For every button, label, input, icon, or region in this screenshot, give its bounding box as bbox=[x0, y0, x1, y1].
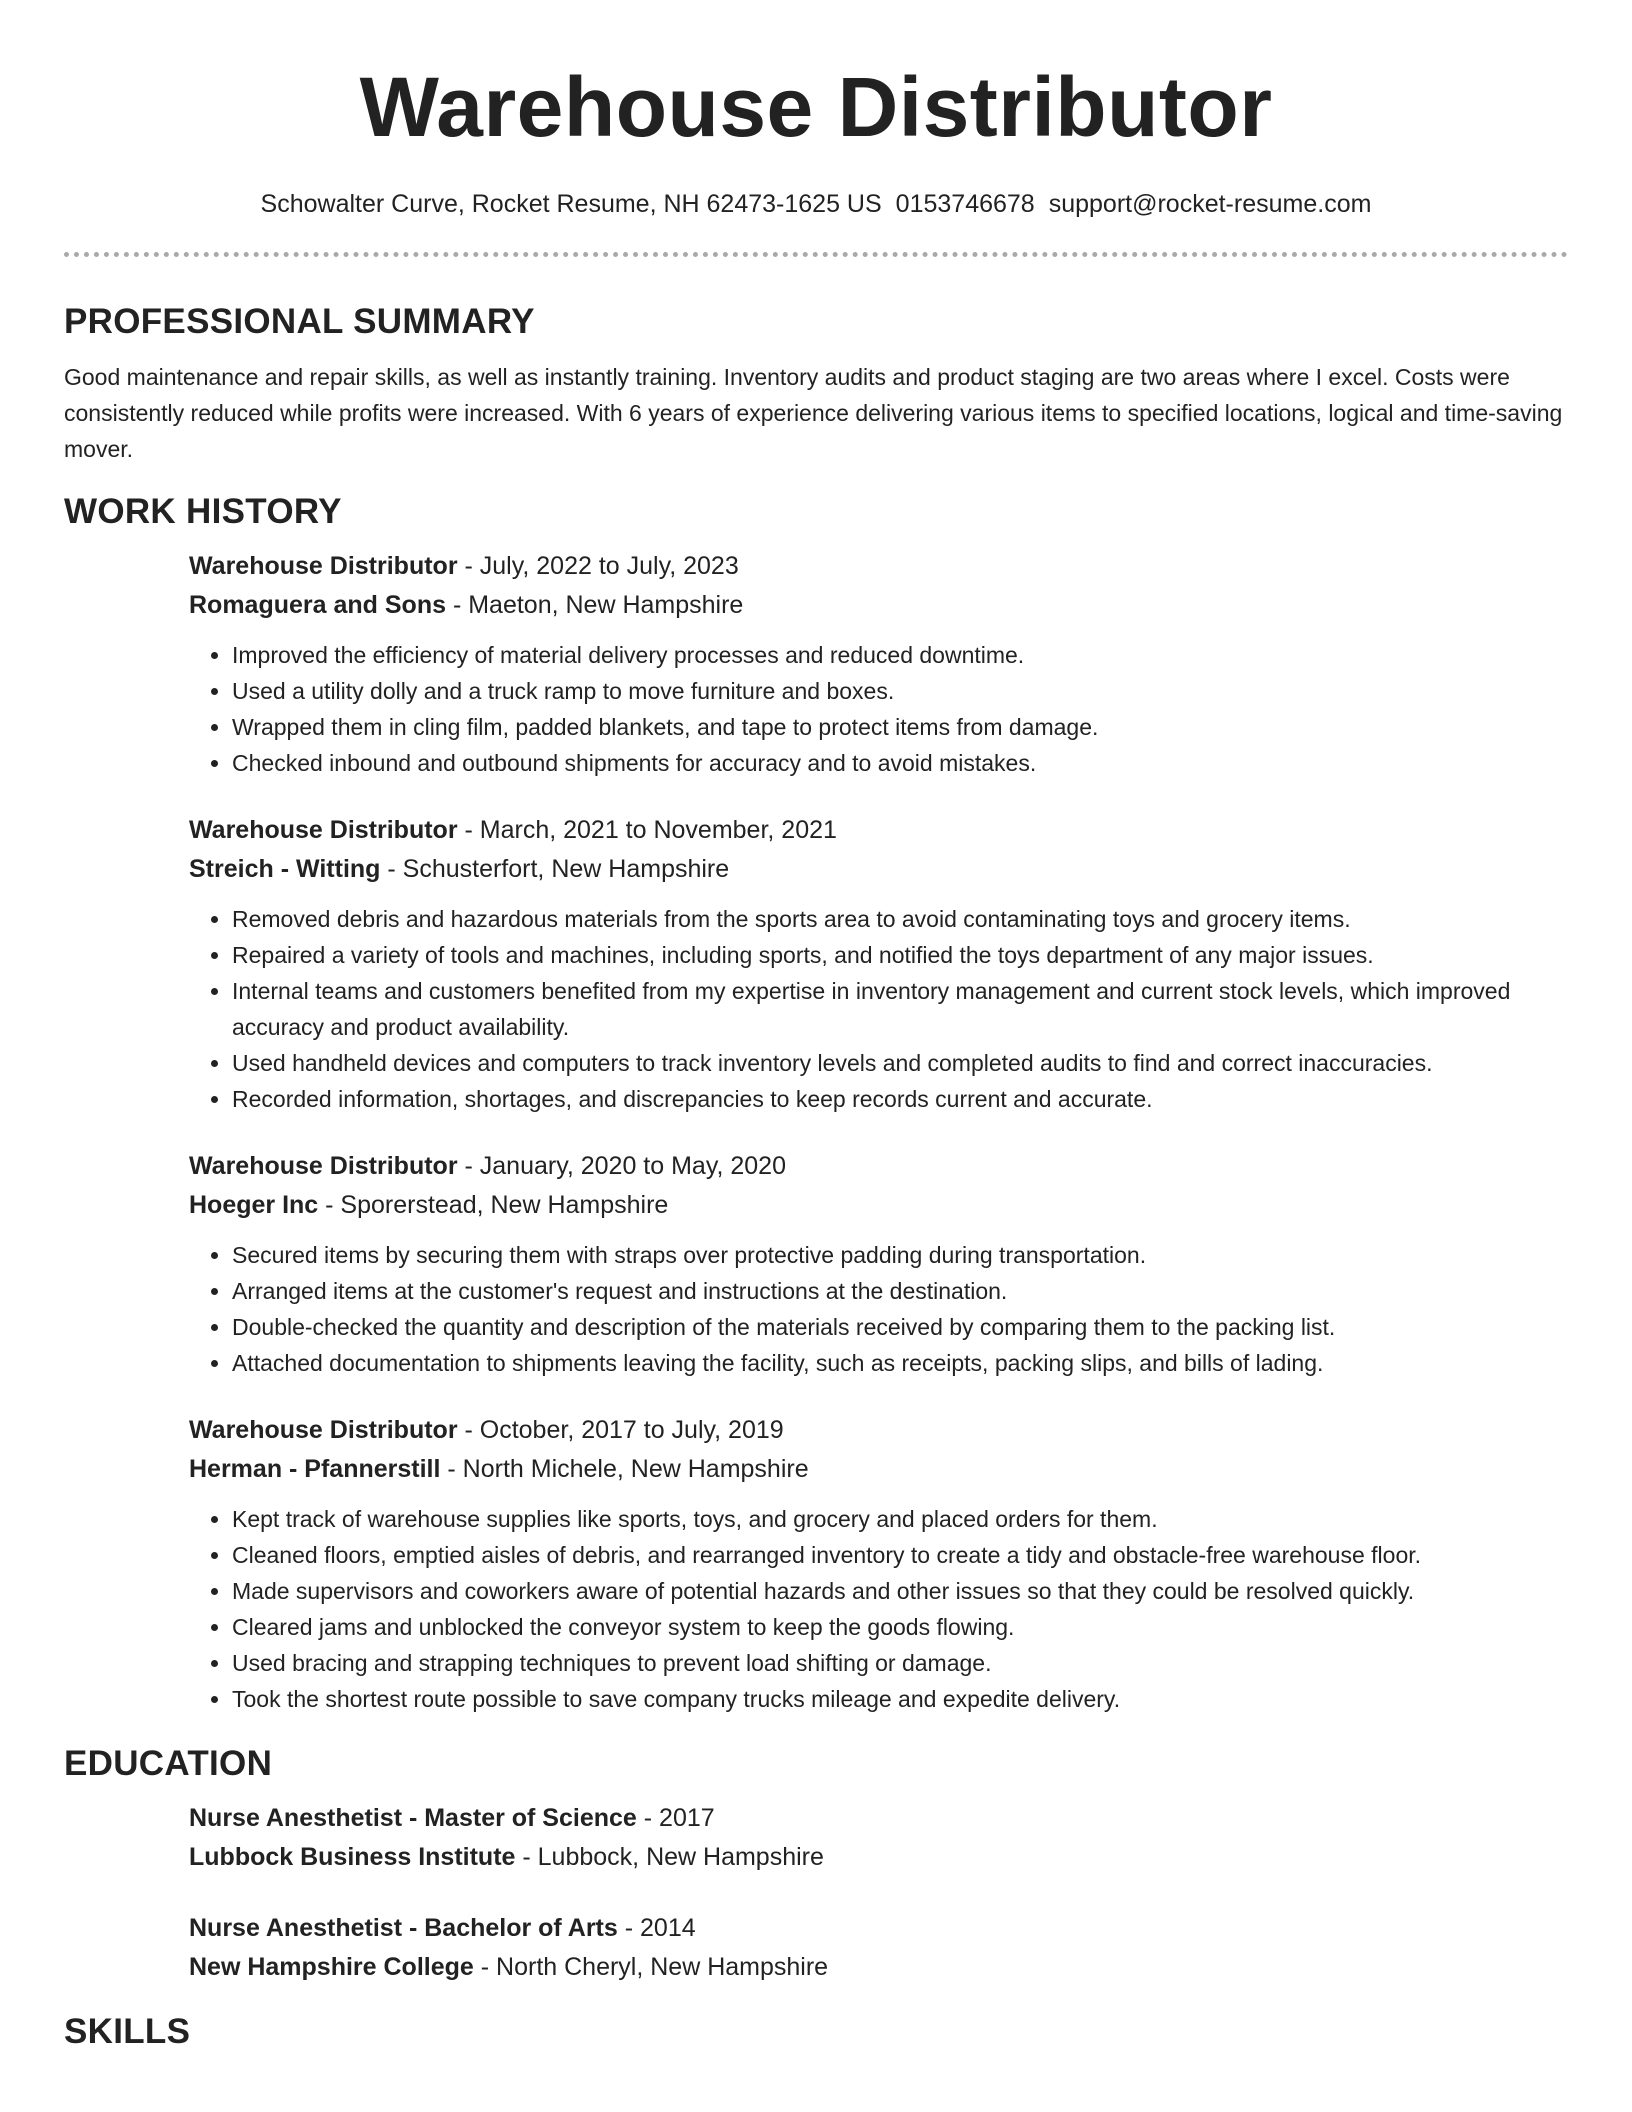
job-dates: - January, 2020 to May, 2020 bbox=[457, 1152, 786, 1180]
job-duty: • Arranged items at the customer's request and instructions at the destination. bbox=[232, 1273, 1568, 1309]
contact-phone: 0153746678 bbox=[895, 190, 1035, 218]
job-entry bbox=[189, 547, 1568, 781]
education-school-line bbox=[189, 1838, 1568, 1877]
section-title-work-history: WORK HISTORY bbox=[64, 492, 342, 531]
job-company-line bbox=[189, 850, 1568, 889]
job-role: Warehouse Distributor bbox=[189, 552, 458, 580]
education-school-line bbox=[189, 1948, 1568, 1987]
job-duty: • Internal teams and customers benefited from my expertise in inventory management and current stock levels, which improved accuracy and product availability. bbox=[232, 973, 1568, 1045]
job-location: - Sporerstead, New Hampshire bbox=[318, 1191, 669, 1219]
job-duty: • Double-checked the quantity and description of the materials received by comparing them to the packing list. bbox=[232, 1309, 1568, 1345]
job-dates: - October, 2017 to July, 2019 bbox=[457, 1416, 784, 1444]
section-title-skills: SKILLS bbox=[64, 2012, 191, 2051]
job-company: Hoeger Inc bbox=[189, 1191, 319, 1219]
job-company-line bbox=[189, 1450, 1568, 1489]
job-duty: • Kept track of warehouse supplies like sports, toys, and grocery and placed orders for them. bbox=[232, 1501, 1568, 1537]
job-duty: • Made supervisors and coworkers aware of potential hazards and other issues so that they could be resolved quickly. bbox=[232, 1573, 1568, 1609]
job-duty: • Used bracing and strapping techniques to prevent load shifting or damage. bbox=[232, 1645, 1568, 1681]
education-degree: Nurse Anesthetist - Bachelor of Arts bbox=[189, 1914, 618, 1942]
education-degree: Nurse Anesthetist - Master of Science bbox=[189, 1804, 637, 1832]
job-role: Warehouse Distributor bbox=[189, 816, 458, 844]
header-divider bbox=[64, 252, 1568, 257]
resume-header bbox=[0, 0, 1632, 222]
job-duty: • Took the shortest route possible to save company trucks mileage and expedite delivery. bbox=[232, 1681, 1568, 1717]
education-degree-line bbox=[189, 1909, 1568, 1948]
job-location: - North Michele, New Hampshire bbox=[440, 1455, 809, 1483]
section-title-education: EDUCATION bbox=[64, 1744, 273, 1783]
skills-section bbox=[64, 2009, 1568, 2055]
job-duty: • Checked inbound and outbound shipments for accuracy and to avoid mistakes. bbox=[232, 745, 1568, 781]
job-entry bbox=[189, 1147, 1568, 1381]
job-duty: • Cleaned floors, emptied aisles of debris, and rearranged inventory to create a tidy and obstacle-free warehouse floor. bbox=[232, 1537, 1568, 1573]
job-duties-list bbox=[189, 1501, 1568, 1717]
job-role: Warehouse Distributor bbox=[189, 1416, 458, 1444]
job-duty: • Cleared jams and unblocked the conveyor system to keep the goods flowing. bbox=[232, 1609, 1568, 1645]
education-entry bbox=[189, 1799, 1568, 1877]
job-duties-list bbox=[189, 1237, 1568, 1381]
contact-email: support@rocket-resume.com bbox=[1048, 190, 1372, 218]
summary-text: Good maintenance and repair skills, as well as instantly training. Inventory audits and product staging are two areas where I excel. Costs were consistently reduced while profits were increased. With 6 years of experience delivering various items to specified locations, logical and time-saving mover. bbox=[64, 364, 1563, 462]
job-title-line bbox=[189, 547, 1568, 586]
education-section bbox=[64, 1741, 1568, 1987]
job-duty: • Recorded information, shortages, and discrepancies to keep records current and accurate. bbox=[232, 1081, 1568, 1117]
education-entry bbox=[189, 1909, 1568, 1987]
work-history-section bbox=[64, 489, 1568, 1717]
job-title-line bbox=[189, 1147, 1568, 1186]
job-entry bbox=[189, 1411, 1568, 1717]
education-location: - Lubbock, New Hampshire bbox=[515, 1843, 824, 1871]
job-role: Warehouse Distributor bbox=[189, 1152, 458, 1180]
contact-line bbox=[0, 186, 1632, 222]
job-company: Romaguera and Sons bbox=[189, 591, 446, 619]
job-duties-list bbox=[189, 637, 1568, 781]
job-company-line bbox=[189, 586, 1568, 625]
job-location: - Schusterfort, New Hampshire bbox=[380, 855, 730, 883]
education-location: - North Cheryl, New Hampshire bbox=[473, 1953, 829, 1981]
job-entry bbox=[189, 811, 1568, 1117]
job-dates: - March, 2021 to November, 2021 bbox=[457, 816, 837, 844]
job-duty: • Used a utility dolly and a truck ramp to move furniture and boxes. bbox=[232, 673, 1568, 709]
education-year: - 2017 bbox=[636, 1804, 715, 1832]
job-location: - Maeton, New Hampshire bbox=[446, 591, 744, 619]
job-dates: - July, 2022 to July, 2023 bbox=[457, 552, 739, 580]
job-duty: • Removed debris and hazardous materials from the sports area to avoid contaminating toys and grocery items. bbox=[232, 901, 1568, 937]
job-title-line bbox=[189, 1411, 1568, 1450]
job-company-line bbox=[189, 1186, 1568, 1225]
education-school: New Hampshire College bbox=[189, 1953, 474, 1981]
job-company: Streich - Witting bbox=[189, 855, 381, 883]
job-duty: • Attached documentation to shipments leaving the facility, such as receipts, packing slips, and bills of lading. bbox=[232, 1345, 1568, 1381]
section-title-summary: PROFESSIONAL SUMMARY bbox=[64, 302, 535, 341]
job-duty: • Secured items by securing them with straps over protective padding during transportation. bbox=[232, 1237, 1568, 1273]
education-school: Lubbock Business Institute bbox=[189, 1843, 516, 1871]
job-duty: • Improved the efficiency of material delivery processes and reduced downtime. bbox=[232, 637, 1568, 673]
job-title-line bbox=[189, 811, 1568, 850]
job-duty: • Wrapped them in cling film, padded blankets, and tape to protect items from damage. bbox=[232, 709, 1568, 745]
job-duty: • Used handheld devices and computers to track inventory levels and completed audits to find and correct inaccuracies. bbox=[232, 1045, 1568, 1081]
job-duties-list bbox=[189, 901, 1568, 1117]
education-year: - 2014 bbox=[617, 1914, 696, 1942]
contact-address: Schowalter Curve, Rocket Resume, NH 62473-1625 US bbox=[260, 190, 882, 218]
education-degree-line bbox=[189, 1799, 1568, 1838]
summary-section bbox=[64, 299, 1568, 467]
job-duty: • Repaired a variety of tools and machines, including sports, and notified the toys department of any major issues. bbox=[232, 937, 1568, 973]
job-company: Herman - Pfannerstill bbox=[189, 1455, 441, 1483]
candidate-name: Warehouse Distributor bbox=[359, 60, 1273, 154]
